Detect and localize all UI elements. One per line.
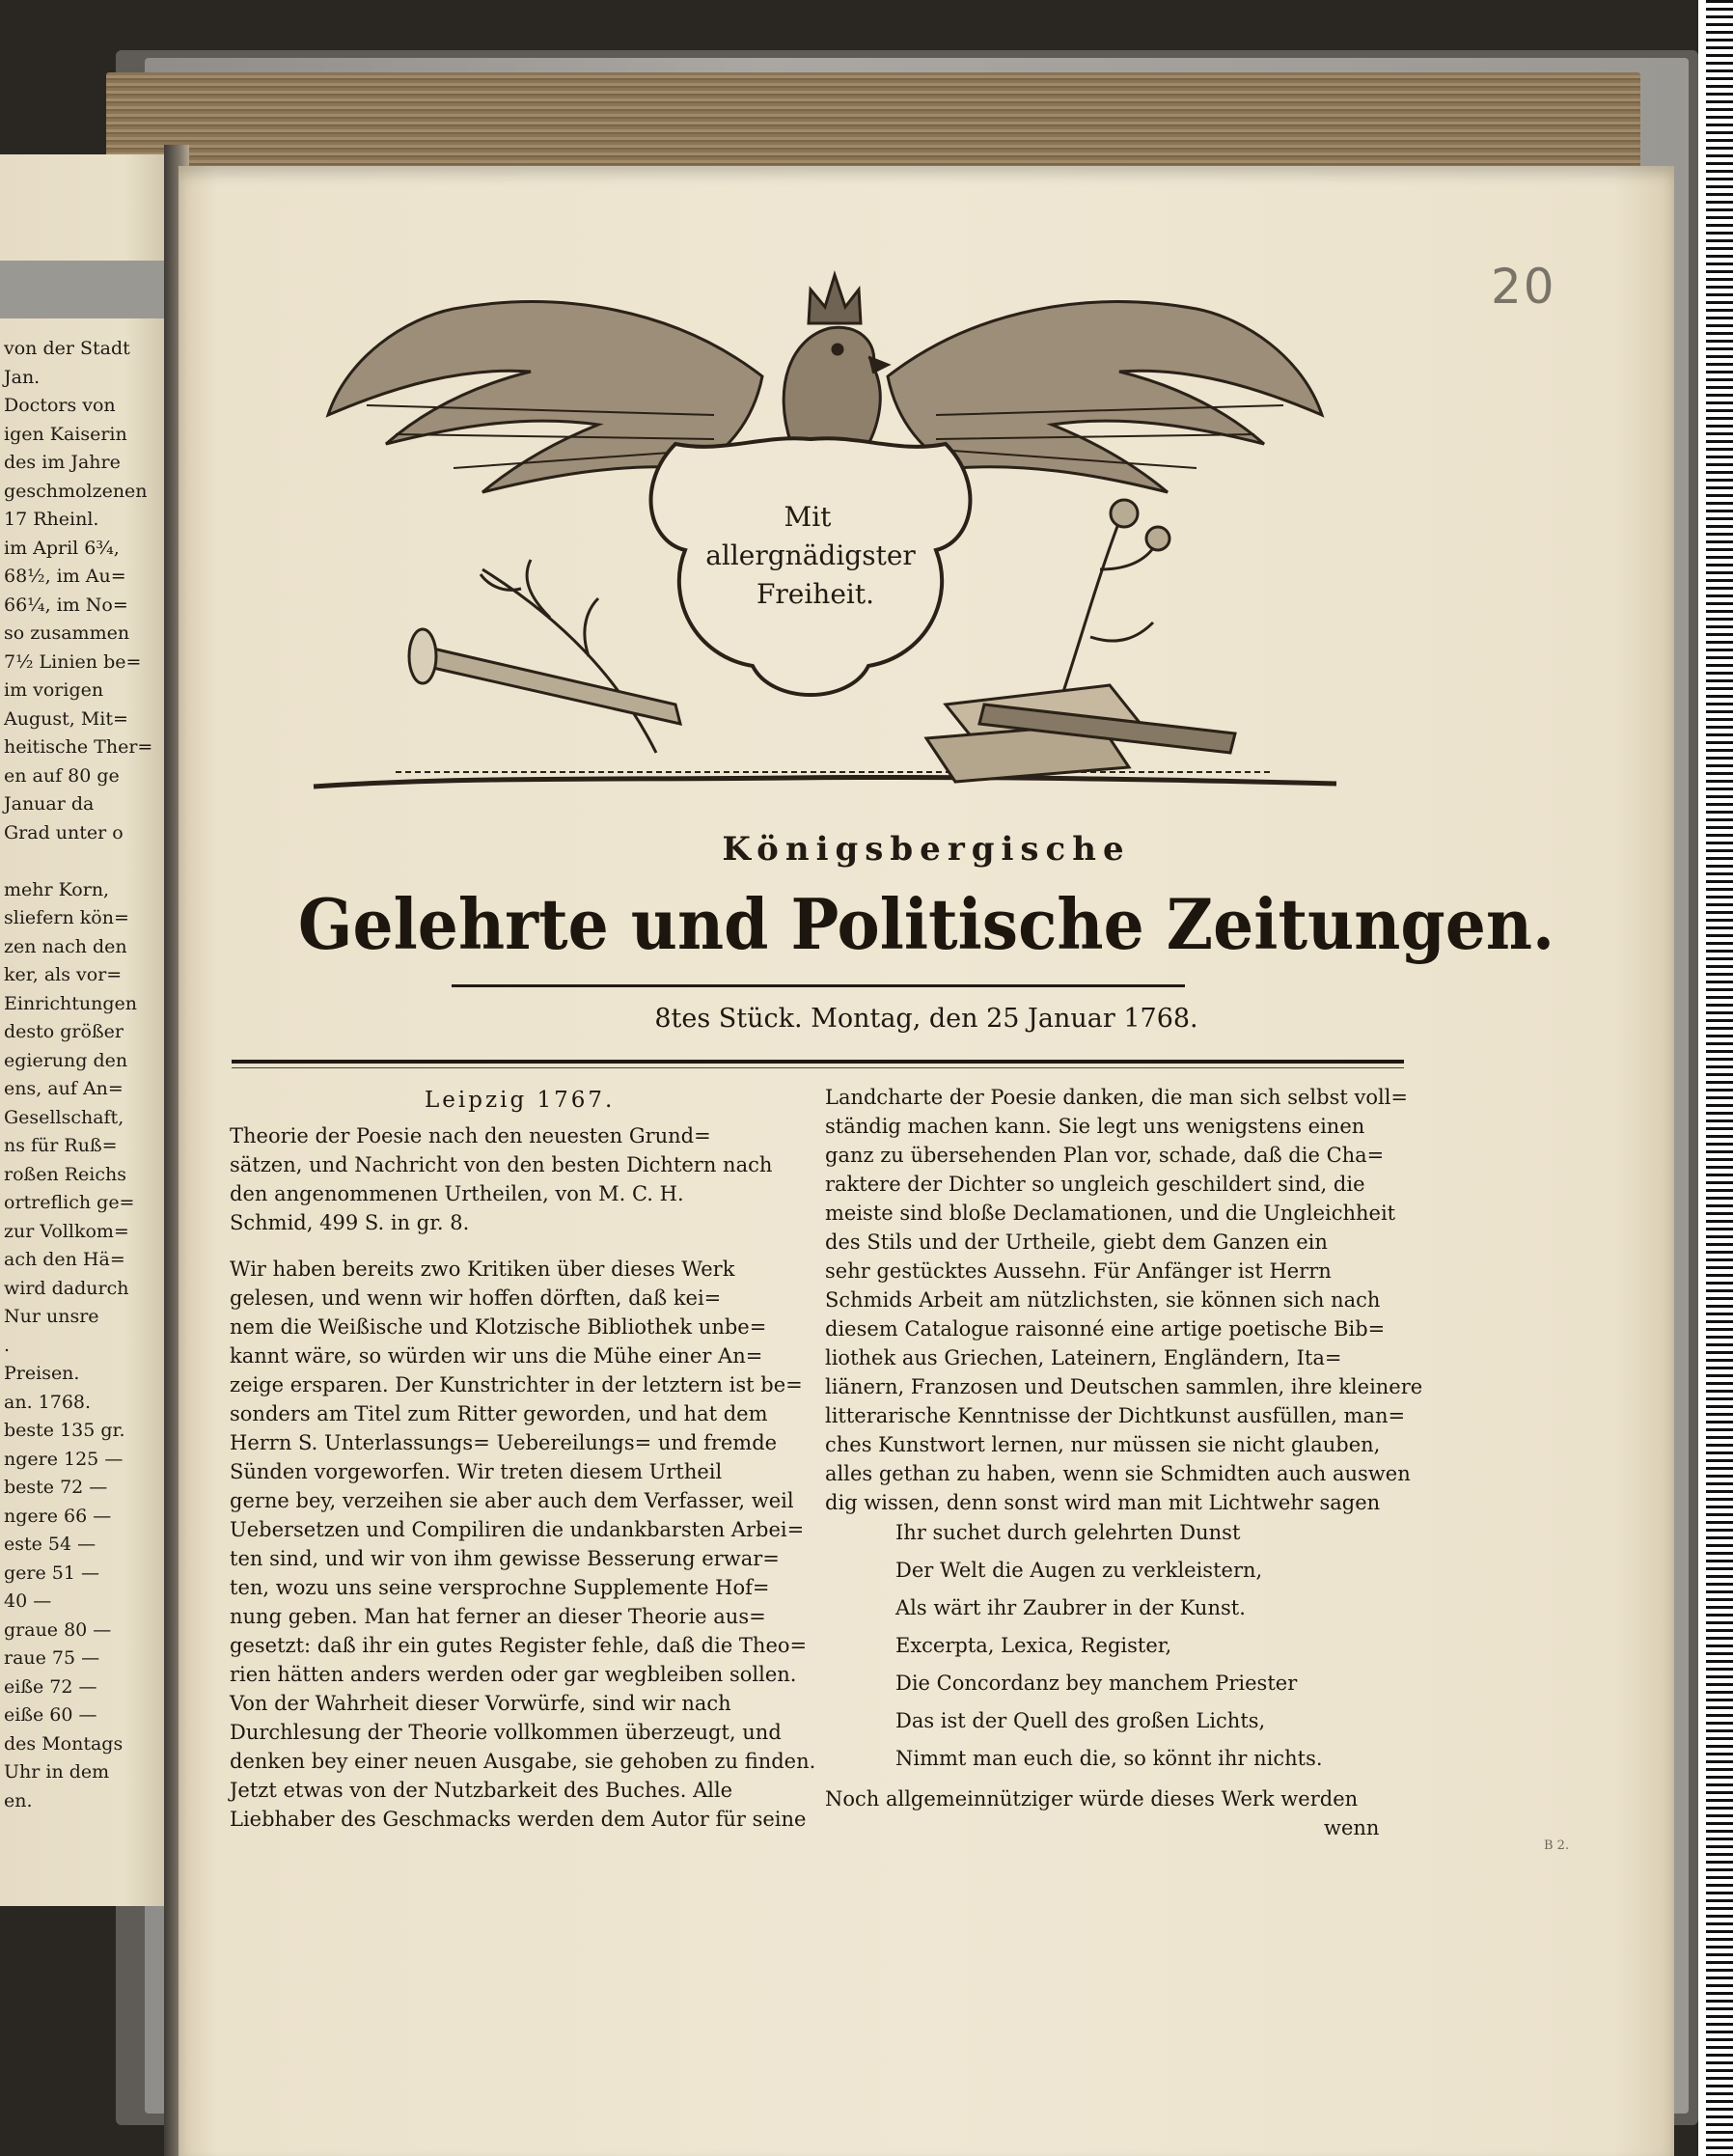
left-page-line: heitische Ther= [4, 736, 153, 758]
left-page-line: im vorigen [4, 679, 104, 701]
left-page-line: raue 75 — [4, 1647, 100, 1669]
text-line: des Stils und der Urtheile, giebt dem Ganzen ein [825, 1230, 1328, 1254]
left-page-line: igen Kaiserin [4, 423, 127, 445]
left-page-line: eiße 60 — [4, 1704, 97, 1726]
left-page-line: des im Jahre [4, 452, 121, 473]
issue-line: 8tes Stück. Montag, den 25 Januar 1768. [654, 1004, 1198, 1034]
left-page-line: zur Vollkom= [4, 1220, 129, 1242]
text-line: Theorie der Poesie nach den neuesten Grund= [230, 1124, 711, 1147]
left-page-line: des Montags [4, 1732, 124, 1755]
text-line: Herrn S. Unterlassungs= Uebereilungs= und fremde [230, 1431, 778, 1454]
left-page-line: ach den Hä= [4, 1249, 125, 1270]
left-page-line: Einrichtungen [4, 992, 137, 1014]
crown [809, 275, 861, 323]
text-line: sonders am Titel zum Ritter geworden, und hat dem [230, 1402, 768, 1425]
text-line: gelesen, und wenn wir hoffen dörften, daß kei= [230, 1286, 722, 1310]
left-page-line: Jan. [4, 366, 41, 388]
text-line: nem die Weißische und Klotzische Bibliothek unbe= [230, 1315, 767, 1339]
inscription-line-1: Mit [784, 501, 832, 533]
text-line: ten sind, und wir von ihm gewisse Besserung erwar= [230, 1547, 780, 1570]
left-page-line: eiße 72 — [4, 1675, 97, 1698]
verse-line: Als wärt ihr Zaubrer in der Kunst. [895, 1596, 1246, 1619]
left-page-line: desto größer [4, 1021, 124, 1042]
left-page-line: geschmolzenen [4, 480, 148, 502]
scale-ruler [1706, 0, 1733, 2156]
left-page-line: ortreflich ge= [4, 1192, 135, 1213]
text-line: Von der Wahrheit dieser Vorwürfe, sind wir nach [230, 1692, 731, 1715]
text-line: Uebersetzen und Compiliren die undankbarsten Arbei= [230, 1518, 805, 1541]
text-line: sätzen, und Nachricht von den besten Dichtern nach [230, 1153, 773, 1176]
text-line: ten, wozu uns seine versprochne Supplemente Hof= [230, 1576, 770, 1599]
text-line: Landcharte der Poesie danken, die man sich selbst voll= [825, 1086, 1409, 1109]
left-page-line: mehr Korn, [4, 878, 110, 900]
left-page [0, 154, 179, 1906]
left-page-line: so zusammen [4, 622, 130, 644]
left-page-line: ns für Ruß= [4, 1135, 118, 1156]
olive-branch [481, 560, 656, 753]
text-line: Sünden vorgeworfen. Wir treten diesem Urtheil [230, 1460, 723, 1483]
text-line: nung geben. Man hat ferner an dieser Theorie aus= [230, 1605, 766, 1628]
left-page-line: este 54 — [4, 1534, 96, 1555]
text-line: dig wissen, denn sonst wird man mit Lichtwehr sagen [825, 1491, 1381, 1514]
text-line: Durchlesung der Theorie vollkommen überzeugt, und [230, 1721, 782, 1744]
text-line: Schmid, 499 S. in gr. 8. [230, 1211, 470, 1234]
folio-number: 20 [1491, 259, 1556, 315]
left-page-line: an. 1768. [4, 1391, 92, 1413]
dateline: Leipzig 1767. [425, 1088, 616, 1113]
left-page-line: en auf 80 ge [4, 764, 120, 787]
left-page-line: August, Mit= [4, 707, 128, 730]
left-page-line: sliefern kön= [4, 907, 129, 928]
text-line: denken bey einer neuen Ausgabe, sie gehoben zu finden. [230, 1750, 816, 1773]
left-page-line: Grad unter o [4, 821, 124, 843]
left-page-line: beste 72 — [4, 1477, 108, 1498]
left-page-line: 7½ Linien be= [4, 650, 142, 673]
text-line: ches Kunstwort lernen, nur müssen sie nicht glauben, [825, 1433, 1381, 1456]
left-page-line: Nur unsre [4, 1306, 99, 1327]
verse-line: Das ist der Quell des großen Lichts, [895, 1709, 1266, 1732]
text-line: rien hätten anders werden oder gar wegbleiben sollen. [230, 1663, 797, 1686]
trumpet [425, 647, 680, 724]
left-page-line: graue 80 — [4, 1618, 112, 1641]
catchword: wenn [1324, 1816, 1380, 1839]
verse-line: Excerpta, Lexica, Register, [895, 1634, 1172, 1657]
left-page-line: 40 — [4, 1590, 52, 1612]
verse-line: Ihr suchet durch gelehrten Dunst [895, 1521, 1241, 1544]
left-page-line: 66¼, im No= [4, 594, 128, 616]
left-page-line: ens, auf An= [4, 1078, 124, 1099]
inscription-line-3: Freiheit. [756, 578, 875, 610]
left-page-line: 17 Rheinl. [4, 509, 99, 530]
left-page-line: ngere 66 — [4, 1505, 112, 1527]
text-line: alles gethan zu haben, wenn sie Schmidten auch auswen [825, 1462, 1411, 1485]
left-page-line: roßen Reichs [4, 1163, 126, 1185]
left-page-line: im April 6¾, [4, 537, 120, 559]
text-line: Liebhaber des Geschmacks werden dem Autor für seine [230, 1808, 807, 1831]
text-line: diesem Catalogue raisonné eine artige poetische Bib= [825, 1317, 1386, 1341]
text-line: Schmids Arbeit am nützlichsten, sie können sich nach [825, 1288, 1381, 1312]
left-page-line: ngere 125 — [4, 1448, 124, 1470]
left-page-line: ker, als vor= [4, 964, 123, 985]
verse-line: Der Welt die Augen zu verkleistern, [895, 1559, 1263, 1582]
text-line: raktere der Dichter so ungleich geschildert sind, die [825, 1173, 1365, 1196]
text-line: liothek aus Griechen, Lateinern, Engländern, Ita= [825, 1346, 1342, 1369]
left-page-line: beste 135 gr. [4, 1420, 125, 1441]
text-line: sehr gestücktes Aussehn. Für Anfänger ist Herrn [825, 1259, 1332, 1283]
inscription-line-2: allergnädigster [705, 539, 916, 571]
text-line: meiste sind bloße Declamationen, und die Ungleichheit [825, 1202, 1396, 1225]
text-line: Wir haben bereits zwo Kritiken über dieses Werk [230, 1258, 735, 1281]
header-rule [232, 1060, 1404, 1064]
text-line: ganz zu übersehenden Plan vor, schade, daß die Cha= [825, 1144, 1385, 1167]
left-page-line: Uhr in dem [4, 1761, 110, 1783]
left-page-line: Preisen. [4, 1363, 80, 1384]
left-page-line: en. [4, 1789, 33, 1811]
verse-line: Nimmt man euch die, so könnt ihr nichts. [895, 1747, 1323, 1770]
eagle-emblem [309, 251, 1341, 811]
left-page-line: . [4, 1334, 11, 1356]
left-page-line: Januar da [4, 793, 95, 815]
left-page-line: wird dadurch [4, 1277, 129, 1299]
masthead-pretitle: Königsbergische [722, 830, 1131, 869]
left-page-line: gere 51 — [4, 1562, 99, 1584]
text-line: ständig machen kann. Sie legt uns wenigstens einen [825, 1115, 1365, 1138]
text-line: Jetzt etwas von der Nutzbarkeit des Buches. Alle [230, 1779, 733, 1802]
left-page-line: egierung den [4, 1049, 128, 1071]
masthead-title: Gelehrte und Politische Zeitungen. [297, 883, 1555, 965]
ground-hatching [314, 777, 1336, 787]
text-line: kannt wäre, so würden wir uns die Mühe einer An= [230, 1344, 763, 1368]
signature-mark: B 2. [1544, 1838, 1570, 1853]
left-page-line: 68½, im Au= [4, 566, 126, 587]
text-line: liänern, Franzosen und Deutschen sammlen, ihre kleinere [825, 1375, 1423, 1398]
text-line: gerne bey, verzeihen sie aber auch dem Verfasser, weil [230, 1489, 794, 1512]
left-page-line: Gesellschaft, [4, 1106, 124, 1128]
left-page-line: Doctors von [4, 395, 116, 416]
text-line: litterarische Kenntnisse der Dichtkunst ausfüllen, man= [825, 1404, 1406, 1427]
left-page-line: zen nach den [4, 935, 127, 957]
after-verse-line: Noch allgemeinnütziger würde dieses Werk werden [825, 1787, 1359, 1810]
text-line: zeige ersparen. Der Kunstrichter in der letztern ist be= [230, 1373, 803, 1396]
text-line: den angenommenen Urtheilen, von M. C. H. [230, 1182, 684, 1205]
spine-cloth [0, 261, 174, 318]
title-rule [452, 984, 1185, 987]
left-page-line: von der Stadt [4, 338, 130, 359]
ruler-edge [1698, 0, 1706, 2156]
verse-line: Die Concordanz bey manchem Priester [895, 1672, 1298, 1695]
header-rule-thin [232, 1067, 1404, 1068]
text-line: gesetzt: daß ihr ein gutes Register fehle, daß die Theo= [230, 1634, 808, 1657]
page-edges [106, 72, 1640, 169]
